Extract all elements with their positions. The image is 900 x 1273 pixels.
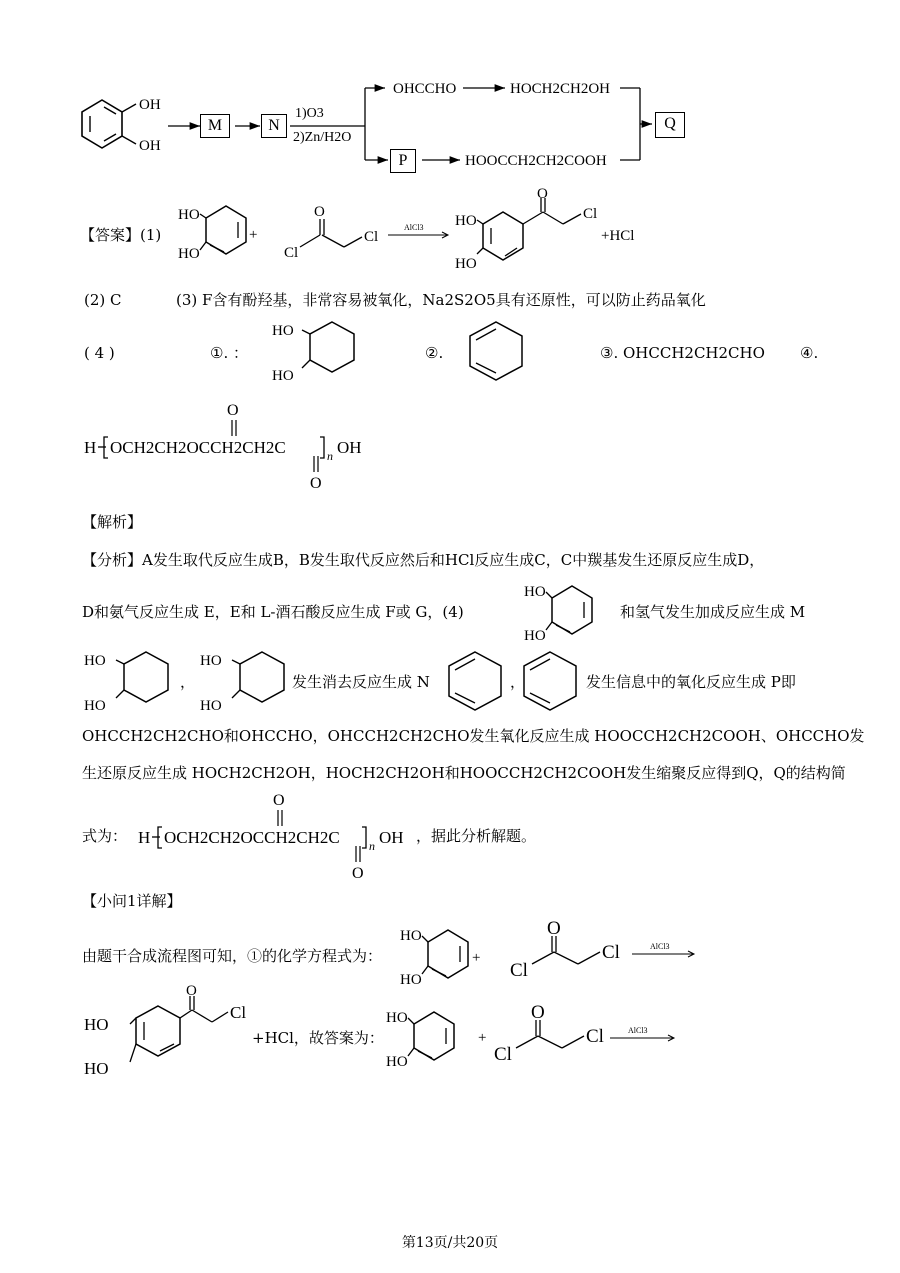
svg-text:n: n [327, 449, 333, 463]
cyclohexanediol-structure-analysis-1 [84, 648, 184, 718]
polyester-structure-analysis [138, 790, 438, 880]
q1-heading: 【小问1详解】 [82, 892, 182, 910]
svg-text:OH: OH [139, 97, 161, 113]
svg-text:HO: HO [178, 246, 200, 262]
svg-text:HO: HO [524, 584, 546, 600]
answer-part2: (2) C [84, 291, 122, 309]
cyclohexanediol-structure-answer [272, 318, 372, 393]
catechol-structure-answer [178, 202, 278, 272]
cyclohexadiene-structure-answer [466, 320, 536, 390]
svg-text:HO: HO [386, 1054, 408, 1070]
answer-heading: 【答案】(1) [80, 226, 162, 244]
ethylene-glycol-label: HOCH2CH2OH [510, 81, 611, 97]
svg-text:Cl: Cl [583, 206, 598, 222]
ozonolysis-step-2: 2)Zn/H2O [293, 130, 352, 145]
svg-text:Cl: Cl [602, 942, 620, 963]
svg-text:HO: HO [178, 207, 200, 223]
svg-text:HO: HO [84, 698, 106, 714]
analysis-line2b: 和氢气发生加成反应生成 M [620, 603, 806, 621]
svg-text:O: O [186, 983, 197, 999]
svg-text:HO: HO [84, 653, 106, 669]
analysis-line3d: 发生信息中的氧化反应生成 P即 [586, 673, 796, 691]
svg-text:Cl: Cl [586, 1026, 604, 1047]
compound-p-box: P [390, 149, 416, 173]
analysis-line1: 【分析】A发生取代反应生成B，B发生取代反应然后和HCl反应生成C，C中羰基发生还原反应生成D， [82, 551, 765, 569]
analysis-line3c: ， [510, 673, 526, 691]
svg-text:+HCl: +HCl [601, 228, 635, 244]
svg-text:OCH2CH2OCCH2CH2C: OCH2CH2OCCH2CH2C [164, 828, 340, 847]
compound-n-box: N [261, 114, 287, 138]
answer-item1: ①. ： [210, 344, 248, 362]
analysis-line4: OHCCH2CH2CHO和OHCCHO，OHCCH2CH2CHO发生氧化反应生成 HOOCCH2CH2COOH、OHCCHO发 [82, 727, 865, 745]
cyclohexanediol-structure-analysis-2 [200, 648, 300, 718]
svg-text:H: H [84, 438, 97, 457]
reaction-arrow-answer [388, 222, 458, 242]
svg-text:OH: OH [337, 438, 362, 457]
svg-text:O: O [314, 204, 325, 220]
svg-text:n: n [369, 839, 375, 853]
q1-line1: 由题干合成流程图可知，①的化学方程式为： [82, 947, 383, 965]
analysis-heading: 【解析】 [82, 513, 143, 531]
svg-text:O: O [547, 918, 561, 939]
reaction-arrow-q1b [610, 1026, 680, 1046]
catechol-structure-q1a [400, 922, 500, 992]
analysis-line5: 生还原反应生成 HOCH2CH2OH，HOCH2CH2OH和HOOCCH2CH2COOH发生缩聚反应得到Q，Q的结构简 [82, 764, 846, 782]
svg-text:O: O [537, 186, 548, 202]
svg-text:HO: HO [455, 213, 477, 229]
svg-text:O: O [310, 475, 322, 492]
compound-m-box: M [200, 114, 230, 138]
q1-line2: +HCl，故答案为： [252, 1029, 384, 1047]
compound-q-box: Q [655, 112, 685, 138]
answer-item4: ④. [800, 344, 819, 362]
svg-text:HO: HO [400, 928, 422, 944]
answer-part3: (3) F含有酚羟基，非常容易被氧化，Na2S2O5具有还原性，可以防止药品氧化 [176, 291, 706, 309]
reaction-arrow-q1a [632, 942, 702, 962]
svg-text:Cl: Cl [284, 245, 299, 261]
svg-text:+: + [249, 227, 258, 243]
analysis-line6a: 式为： [82, 827, 128, 845]
catechol-structure-analysis [524, 578, 624, 648]
svg-text:AlCl3: AlCl3 [404, 223, 424, 232]
svg-text:Cl: Cl [494, 1044, 512, 1065]
svg-text:O: O [227, 402, 239, 419]
svg-text:HO: HO [200, 653, 222, 669]
svg-text:H: H [138, 828, 151, 847]
analysis-line3a: ， [180, 673, 196, 691]
answer-item3: ③. OHCCH2CH2CHO [600, 344, 765, 362]
svg-text:HO: HO [455, 256, 477, 272]
svg-text:AlCl3: AlCl3 [628, 1026, 648, 1035]
svg-text:HO: HO [84, 1059, 109, 1078]
svg-text:+: + [478, 1030, 487, 1046]
product-ketone-q1 [84, 983, 264, 1078]
svg-text:HO: HO [272, 368, 294, 384]
succinic-acid-label: HOOCCH2CH2COOH [465, 153, 607, 169]
svg-text:Cl: Cl [510, 960, 528, 981]
answer-item2: ②. [425, 344, 444, 362]
chloroacetyl-chloride-answer [284, 205, 394, 275]
svg-text:Cl: Cl [364, 229, 379, 245]
cyclohexadiene-structure-analysis-2 [520, 650, 590, 720]
svg-text:Cl: Cl [230, 1003, 247, 1022]
svg-text:HO: HO [200, 698, 222, 714]
answer-part4-label: ( 4 ) [84, 344, 115, 362]
svg-text:HO: HO [84, 1015, 109, 1034]
page-number-footer: 第13页/共20页 [401, 1235, 499, 1251]
svg-text:HO: HO [386, 1010, 408, 1026]
svg-text:+: + [472, 950, 481, 966]
chloroacetyl-chloride-q1b [494, 1004, 624, 1074]
svg-text:AlCl3: AlCl3 [650, 942, 670, 951]
svg-text:HO: HO [400, 972, 422, 988]
analysis-line6b: ，据此分析解题。 [416, 827, 537, 845]
svg-text:HO: HO [272, 323, 294, 339]
product-ketone-answer [455, 186, 635, 276]
svg-text:OH: OH [379, 828, 404, 847]
svg-text:O: O [352, 865, 364, 882]
svg-text:O: O [273, 792, 285, 809]
cyclohexadiene-structure-analysis-1 [445, 650, 515, 720]
chloroacetyl-chloride-q1a [510, 920, 640, 990]
svg-text:OCH2CH2OCCH2CH2C: OCH2CH2OCCH2CH2C [110, 438, 286, 457]
glyoxal-label: OHCCHO [393, 81, 457, 97]
polyester-structure-answer [84, 400, 404, 490]
catechol-structure-q1b [386, 1004, 486, 1074]
svg-text:HO: HO [524, 628, 546, 644]
svg-text:O: O [531, 1002, 545, 1023]
analysis-line2a: D和氨气反应生成 E，E和 L-酒石酸反应生成 F或 G，(4) [82, 603, 464, 621]
svg-text:OH: OH [139, 138, 161, 154]
ozonolysis-step-1: 1)O3 [295, 106, 324, 121]
analysis-line3b: 发生消去反应生成 N [292, 673, 430, 691]
